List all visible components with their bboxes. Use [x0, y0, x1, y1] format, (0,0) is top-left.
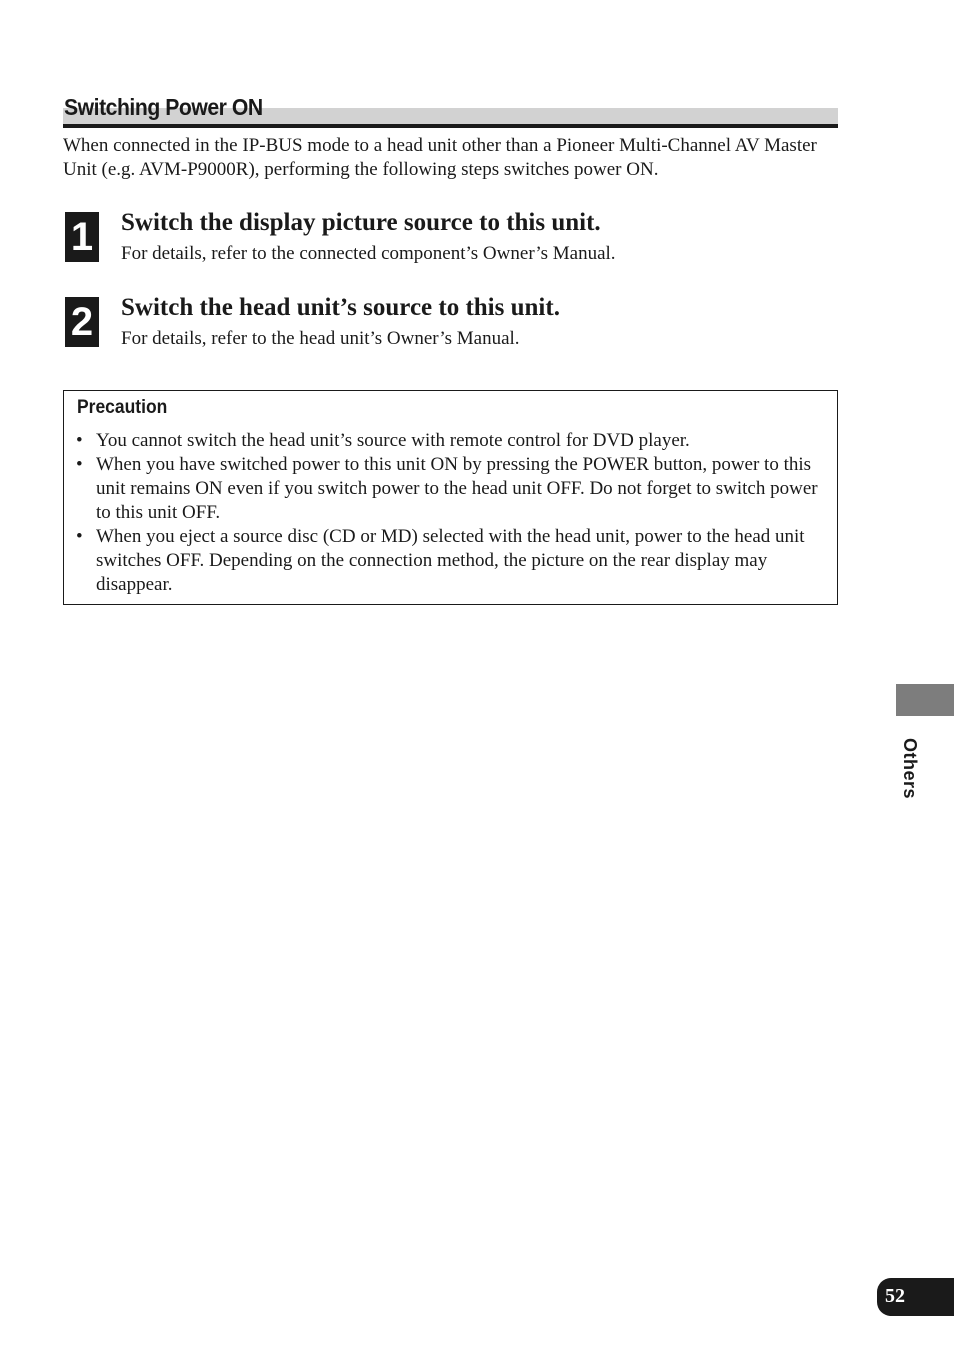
precaution-list	[76, 429, 828, 597]
step-heading: Switch the head unit’s source to this unit.	[121, 294, 560, 321]
list-item-text: When you eject a source disc (CD or MD) selected with the head unit, power to the head unit switches OFF. Depending on the connection method, the picture on the rear display may disappear.	[96, 526, 805, 595]
list-item-text: You cannot switch the head unit’s source with remote control for DVD player.	[96, 430, 690, 451]
bullet-icon: •	[76, 526, 83, 547]
step-number-badge: 2	[65, 297, 99, 347]
bullet-icon: •	[76, 430, 83, 451]
step-heading: Switch the display picture source to this unit.	[121, 209, 601, 236]
section-header-rule	[63, 124, 838, 128]
step-detail: For details, refer to the head unit’s Owner’s Manual.	[121, 328, 520, 349]
precaution-title: Precaution	[77, 397, 168, 418]
side-tab-text: Others	[900, 738, 920, 800]
list-item	[76, 453, 828, 525]
section-title: Switching Power ON	[64, 94, 263, 120]
list-item	[76, 429, 828, 453]
side-tab-marker	[896, 684, 954, 716]
side-tab-label	[897, 738, 921, 818]
step-number-badge: 1	[65, 212, 99, 262]
list-item	[76, 525, 828, 597]
list-item-text: When you have switched power to this unit ON by pressing the POWER button, power to this unit remains ON even if you switch power to the head unit OFF. Do not forget to switch power to this unit OFF.	[96, 454, 818, 523]
step-detail: For details, refer to the connected component’s Owner’s Manual.	[121, 243, 616, 264]
section-header	[63, 92, 838, 128]
precaution-box	[63, 390, 838, 605]
intro-paragraph: When connected in the IP-BUS mode to a head unit other than a Pioneer Multi-Channel AV Master Unit (e.g. AVM-P9000R), performing the following steps switches power ON.	[63, 135, 817, 180]
bullet-icon: •	[76, 454, 83, 475]
page-number: 52	[877, 1278, 954, 1316]
